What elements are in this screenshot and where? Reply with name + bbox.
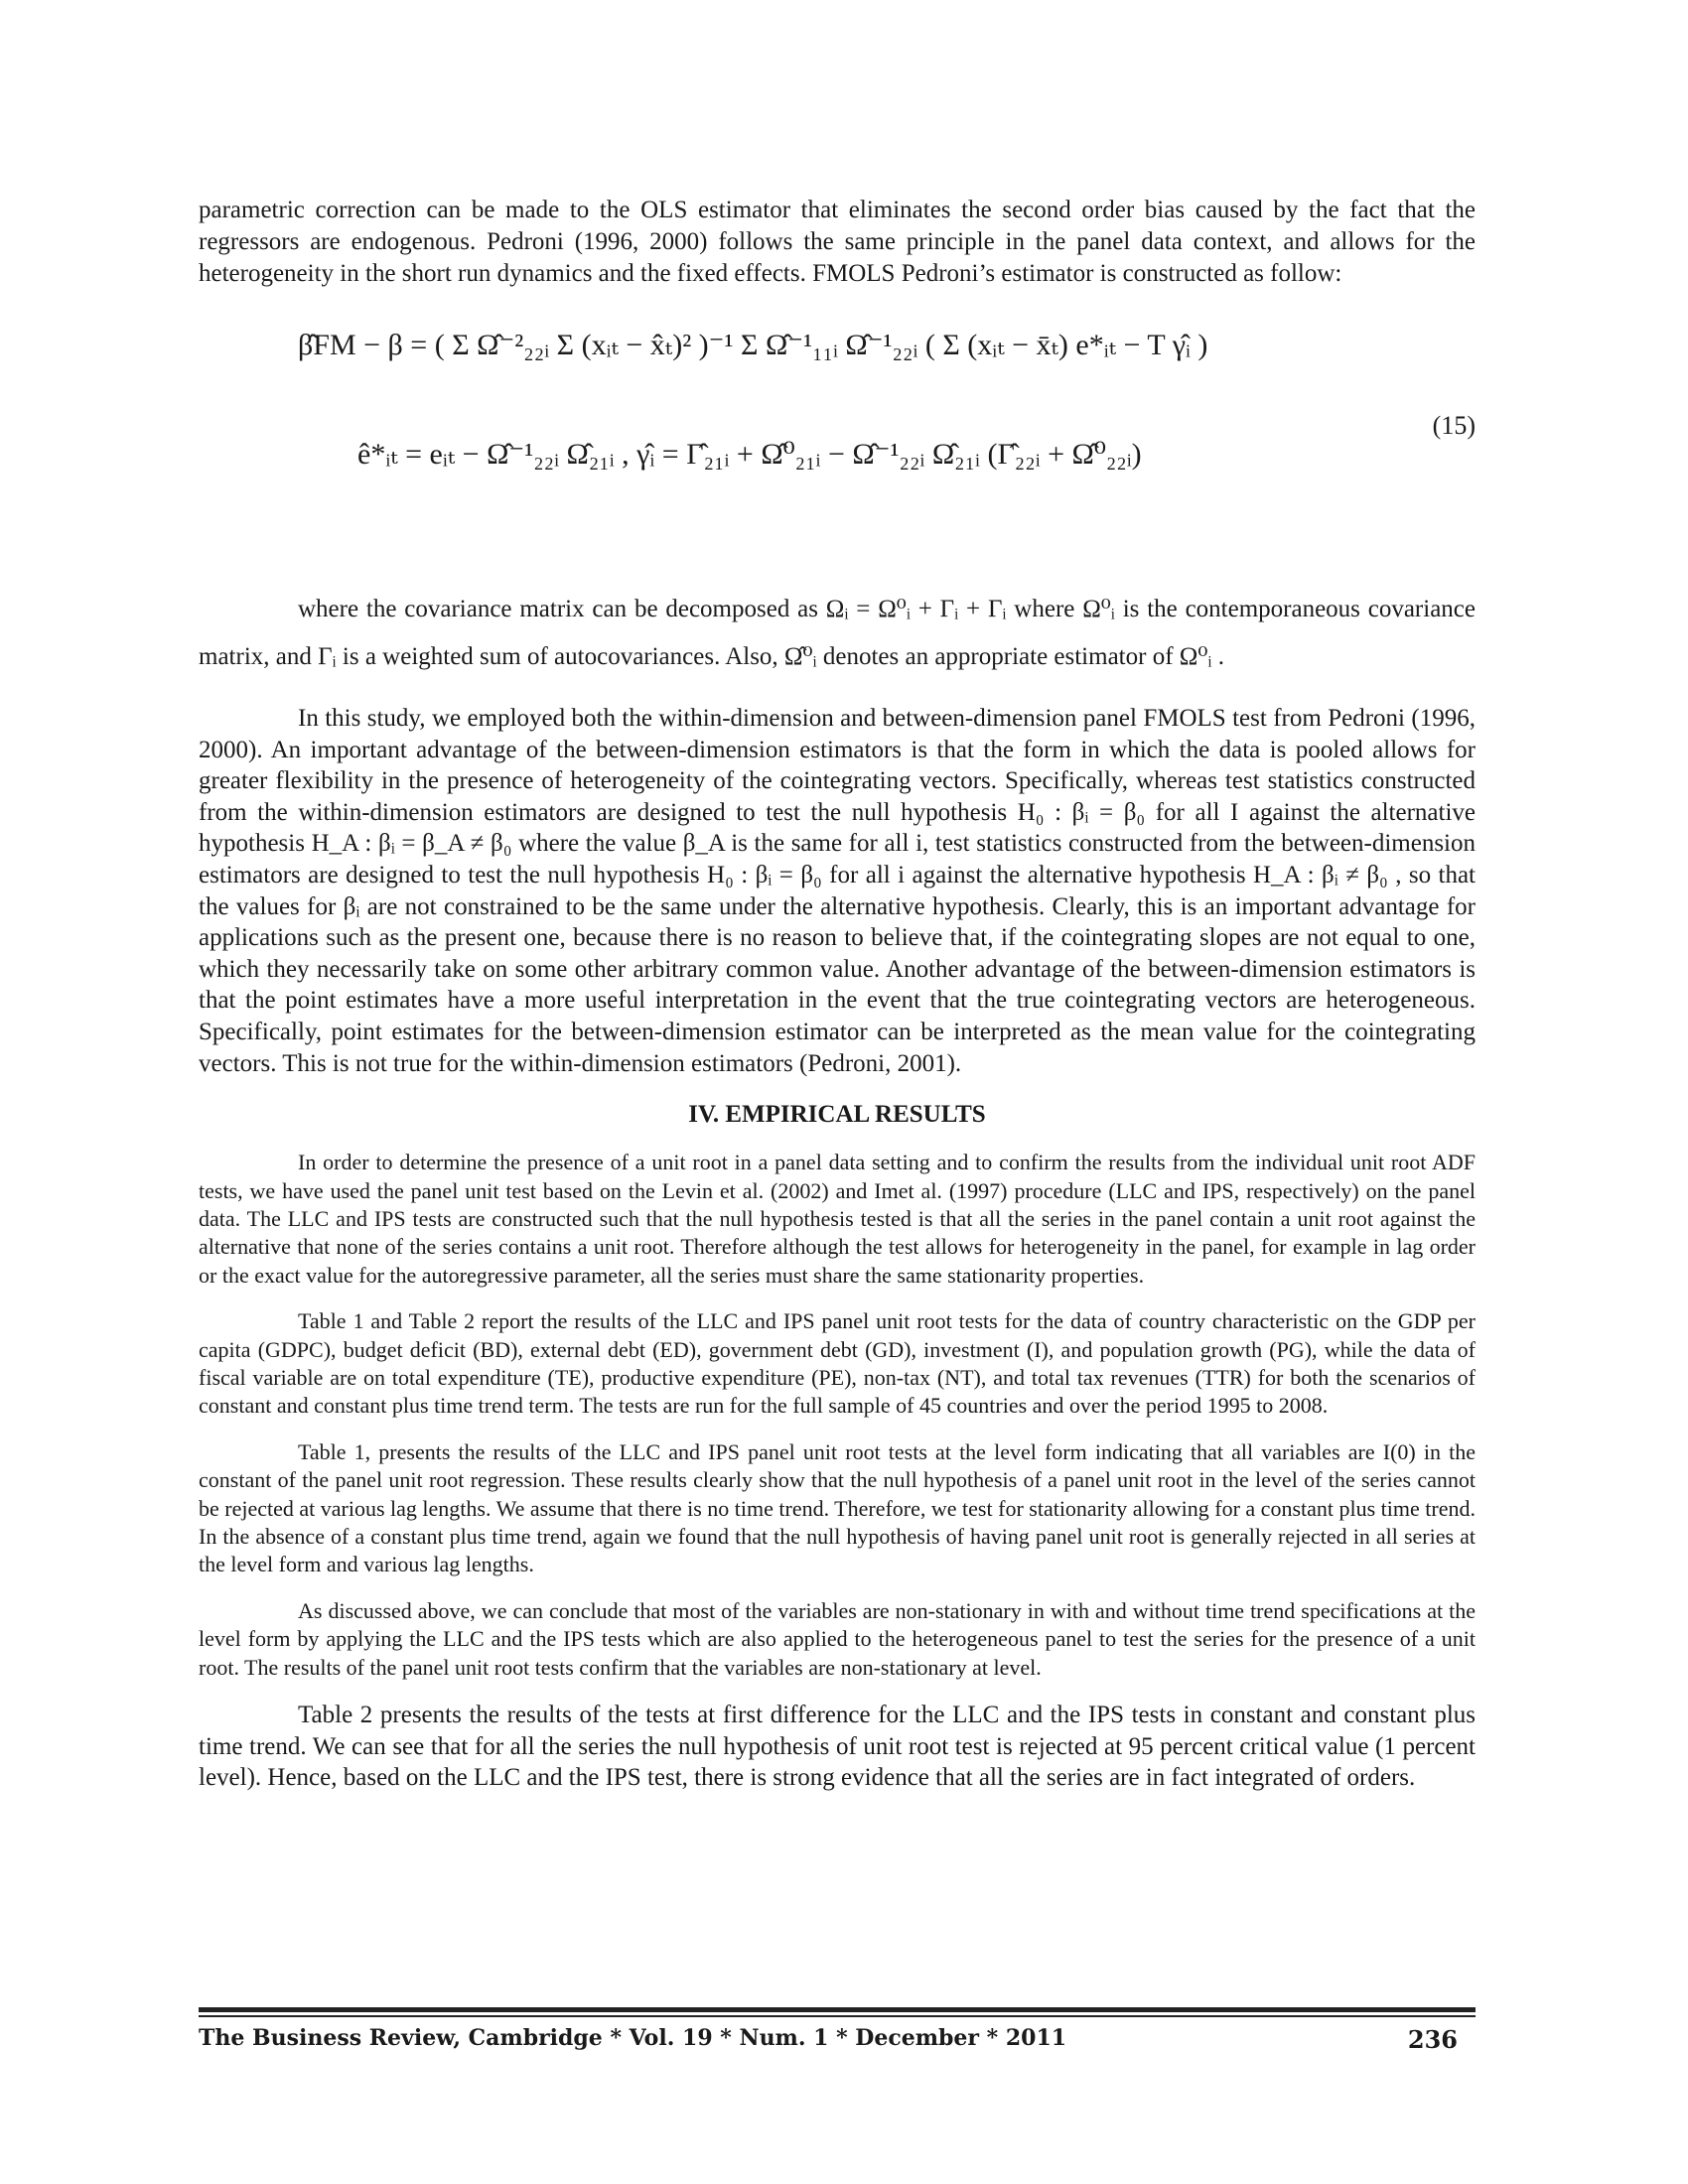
equation-line-2: ê*ᵢₜ = eᵢₜ − Ω̂⁻¹₂₂ᵢ Ω̂₂₁ᵢ , γ̂ᵢ = Γ̂₂₁ᵢ + Ω̂⁰₂₁ᵢ − Ω̂⁻¹₂₂ᵢ Ω̂₂₁ᵢ (Γ̂₂₂ᵢ + Ω̂⁰₂₂ᵢ) bbox=[357, 438, 1142, 471]
intro-paragraph: parametric correction can be made to the OLS estimator that eliminates the second order bias caused by the fact that the regressors are endogenous. Pedroni (1996, 2000) follows the same principle in the panel data context, and allows for the heterogeneity in the short run dynamics and the fixed effects. FMOLS Pedroni’s estimator is constructed as follow: bbox=[199, 197, 1476, 287]
page-footer bbox=[199, 2025, 1476, 2059]
covariance-paragraph: where the covariance matrix can be decomposed as Ωᵢ = Ω⁰ᵢ + Γᵢ + Γᵢ where Ω⁰ᵢ is the contemporaneous covariance matrix, and Γᵢ is a weighted sum of autocovariances. Also, Ω̂⁰ᵢ denotes an appropriate estimator of Ω⁰ᵢ . bbox=[199, 596, 1476, 670]
journal-citation: The Business Review, Cambridge * Vol. 19 * Num. 1 * December * 2011 bbox=[199, 2025, 1067, 2051]
study-paragraph: In this study, we employed both the within-dimension and between-dimension panel FMOLS test from Pedroni (1996, 2000). An important advantage of the between-dimension estimators is that the form in which the data is pooled allows for greater flexibility in the presence of heterogeneity of the cointegrating vectors. Specifically, whereas test statistics constructed from the within-dimension estimators are designed to test the null hypothesis H₀ : βᵢ = β₀ for all I against the alternative hypothesis H_A : βᵢ = β_A ≠ β₀ where the value β_A is the same for all i, test statistics constructed from the between-dimension estimators are designed to test the null hypothesis H₀ : βᵢ = β₀ for all i against the alternative hypothesis H_A : βᵢ ≠ β₀ , so that the values for βᵢ are not constrained to be the same under the alternative hypothesis. Clearly, this is an important advantage for applications such as the present one, because there is no reason to believe that, if the cointegrating slopes are not equal to one, which they necessarily take on some other arbitrary common value. Another advantage of the between-dimension estimators is that the point estimates have a more useful interpretation in the event that the true cointegrating vectors are heterogeneous. Specifically, point estimates for the between-dimension estimator can be interpreted as the mean value for the cointegrating vectors. This is not true for the within-dimension estimators (Pedroni, 2001). bbox=[199, 705, 1476, 1077]
results-paragraph-2: Table 1 and Table 2 report the results of the LLC and IPS panel unit root tests for the data of country characteristic on the GDP per capita (GDPC), budget deficit (BD), external debt (ED), government debt (GD), investment (I), and population growth (PG), while the data of fiscal variable are on total expenditure (TE), productive expenditure (PE), non-tax (NT), and total tax revenues (TTR) for both the scenarios of constant and constant plus time trend term. The tests are run for the full sample of 45 countries and over the period 1995 to 2008. bbox=[199, 1308, 1476, 1419]
equation-block bbox=[199, 290, 1476, 576]
results-paragraph-4: As discussed above, we can conclude that most of the variables are non-stationary in with and without time trend specifications at the level form by applying the LLC and the IPS tests which are also applied to the heterogeneous panel to test the series for the presence of a unit root. The results of the panel unit root tests confirm that the variables are non-stationary at level. bbox=[199, 1597, 1476, 1680]
final-paragraph: Table 2 presents the results of the tests at first difference for the LLC and the IPS tests in constant and constant plus time trend. We can see that for all the series the null hypothesis of unit root test is rejected at 95 percent critical value (1 percent level). Hence, based on the LLC and the IPS test, there is strong evidence that all the series are in fact integrated of orders. bbox=[199, 1702, 1476, 1792]
footer-rule-thick bbox=[199, 2007, 1476, 2012]
results-paragraph-3: Table 1, presents the results of the LLC and IPS panel unit root tests at the level form indicating that all variables are I(0) in the constant of the panel unit root regression. These results clearly show that the null hypothesis of a panel unit root in the level of the series cannot be rejected at various lag lengths. We assume that there is no time trend. Therefore, we test for stationarity allowing for a constant plus time trend. In the absence of a constant plus time trend, again we found that the null hypothesis of having panel unit root is generally rejected in all series at the level form and various lag lengths. bbox=[199, 1438, 1476, 1577]
equation-number: (15) bbox=[1432, 411, 1476, 440]
footer-rule-thin bbox=[199, 2015, 1476, 2017]
page-body bbox=[199, 195, 1476, 1794]
page-number: 236 bbox=[1407, 2025, 1458, 2054]
equation-line-1: β̂FM − β = ( Σ Ω̂⁻²₂₂ᵢ Σ (xᵢₜ − x̂ₜ)² )⁻¹ Σ Ω̂⁻¹₁₁ᵢ Ω̂⁻¹₂₂ᵢ ( Σ (xᵢₜ − x̄ₜ) e*ᵢₜ − T γ̂ᵢ ) bbox=[298, 329, 1208, 361]
results-paragraph-1: In order to determine the presence of a unit root in a panel data setting and to confirm the results from the individual unit root ADF tests, we have used the panel unit test based on the Levin et al. (2002) and Imet al. (1997) procedure (LLC and IPS, respectively) on the panel data. The LLC and IPS tests are constructed such that the null hypothesis tested is that all the series in the panel contain a unit root against the alternative that none of the series contains a unit root. Therefore although the test allows for heterogeneity in the panel, for example in lag order or the exact value for the autoregressive parameter, all the series must share the same stationarity properties. bbox=[199, 1150, 1476, 1288]
section-heading: IV. EMPIRICAL RESULTS bbox=[688, 1101, 986, 1129]
